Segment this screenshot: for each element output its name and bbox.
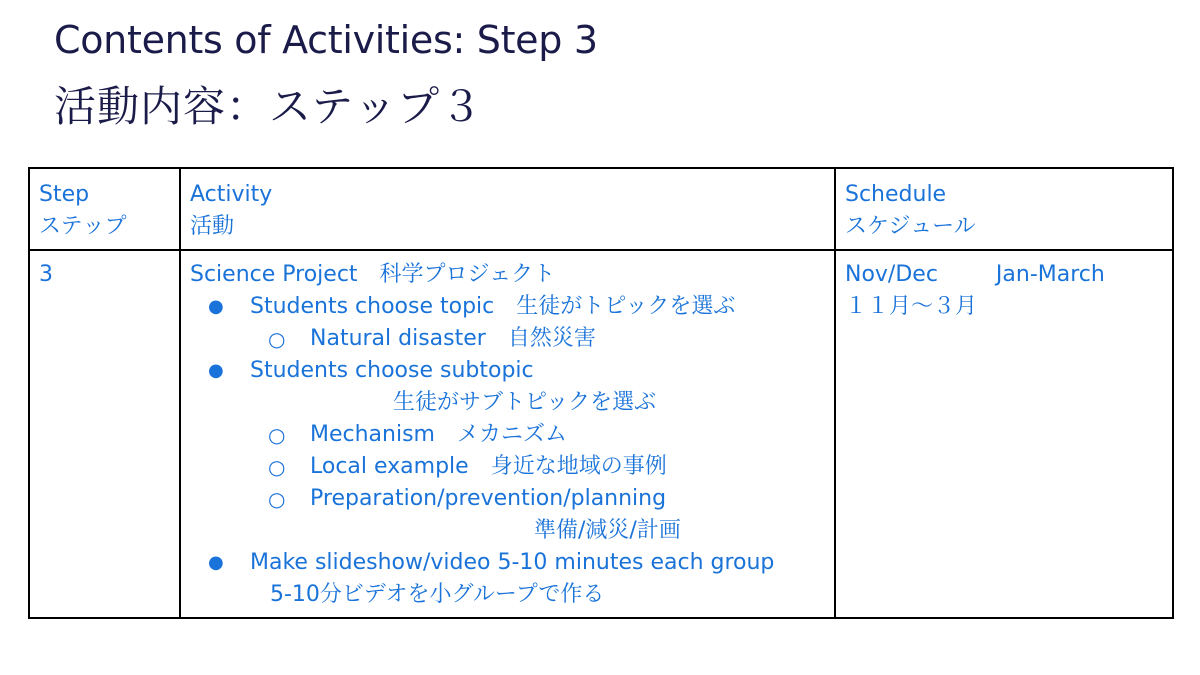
header-schedule-cell	[835, 168, 1173, 250]
project-title: Science Project 科学プロジェクト	[190, 262, 556, 287]
subitem-marker: ○	[268, 487, 286, 511]
slide-title-japanese: 活動内容：ステップ３	[54, 82, 484, 131]
header-activity-en: Activity	[190, 182, 273, 207]
subitem-marker: ○	[268, 455, 286, 479]
list-subitem	[190, 419, 826, 451]
subitem-text: Local example 身近な地域の事例	[310, 454, 667, 479]
subitem-text: Preparation/prevention/planning	[310, 486, 667, 511]
table-row	[29, 250, 1173, 618]
schedule-months-ja: １１月～３月	[845, 294, 978, 319]
list-subitem	[190, 483, 826, 515]
subitem-marker: ○	[268, 327, 286, 351]
header-schedule-ja: スケジュール	[845, 214, 976, 239]
subitem-continuation: 準備/減災/計画	[534, 518, 681, 543]
bullet-continuation: 5-10分ビデオを小グループで作る	[270, 582, 605, 607]
schedule-months-en	[845, 259, 1164, 291]
subitem-text: Natural disaster 自然災害	[310, 326, 596, 351]
subitem-text: Mechanism メカニズム	[310, 422, 567, 447]
bullet-continuation: 生徒がサブトピックを選ぶ	[393, 390, 657, 415]
activities-table	[28, 167, 1174, 619]
list-subitem	[190, 323, 826, 355]
list-item	[190, 355, 826, 387]
header-step-cell	[29, 168, 180, 250]
subitem-marker: ○	[268, 423, 286, 447]
bullet-text: Students choose topic 生徒がトピックを選ぶ	[250, 294, 736, 319]
schedule-part-2: Jan-March	[995, 262, 1105, 287]
bullet-marker: ●	[208, 552, 224, 573]
list-item	[190, 291, 826, 323]
table-header-row	[29, 168, 1173, 250]
bullet-text: Make slideshow/video 5-10 minutes each group	[250, 550, 775, 575]
list-item	[190, 547, 826, 579]
slide-title-english: Contents of Activities: Step 3	[54, 18, 598, 62]
schedule-part-1: Nov/Dec	[845, 262, 938, 287]
step-number: 3	[39, 262, 53, 287]
header-activity-ja: 活動	[190, 214, 235, 239]
step-cell	[29, 250, 180, 618]
header-step-ja: ステップ	[39, 214, 127, 239]
bullet-marker: ●	[208, 296, 224, 317]
header-schedule-en: Schedule	[845, 182, 947, 207]
list-subitem	[190, 451, 826, 483]
schedule-cell	[835, 250, 1173, 618]
header-activity-cell	[180, 168, 835, 250]
bullet-marker: ●	[208, 360, 224, 381]
header-step-en: Step	[39, 182, 90, 207]
activity-cell	[180, 250, 835, 618]
bullet-text: Students choose subtopic	[250, 358, 534, 383]
